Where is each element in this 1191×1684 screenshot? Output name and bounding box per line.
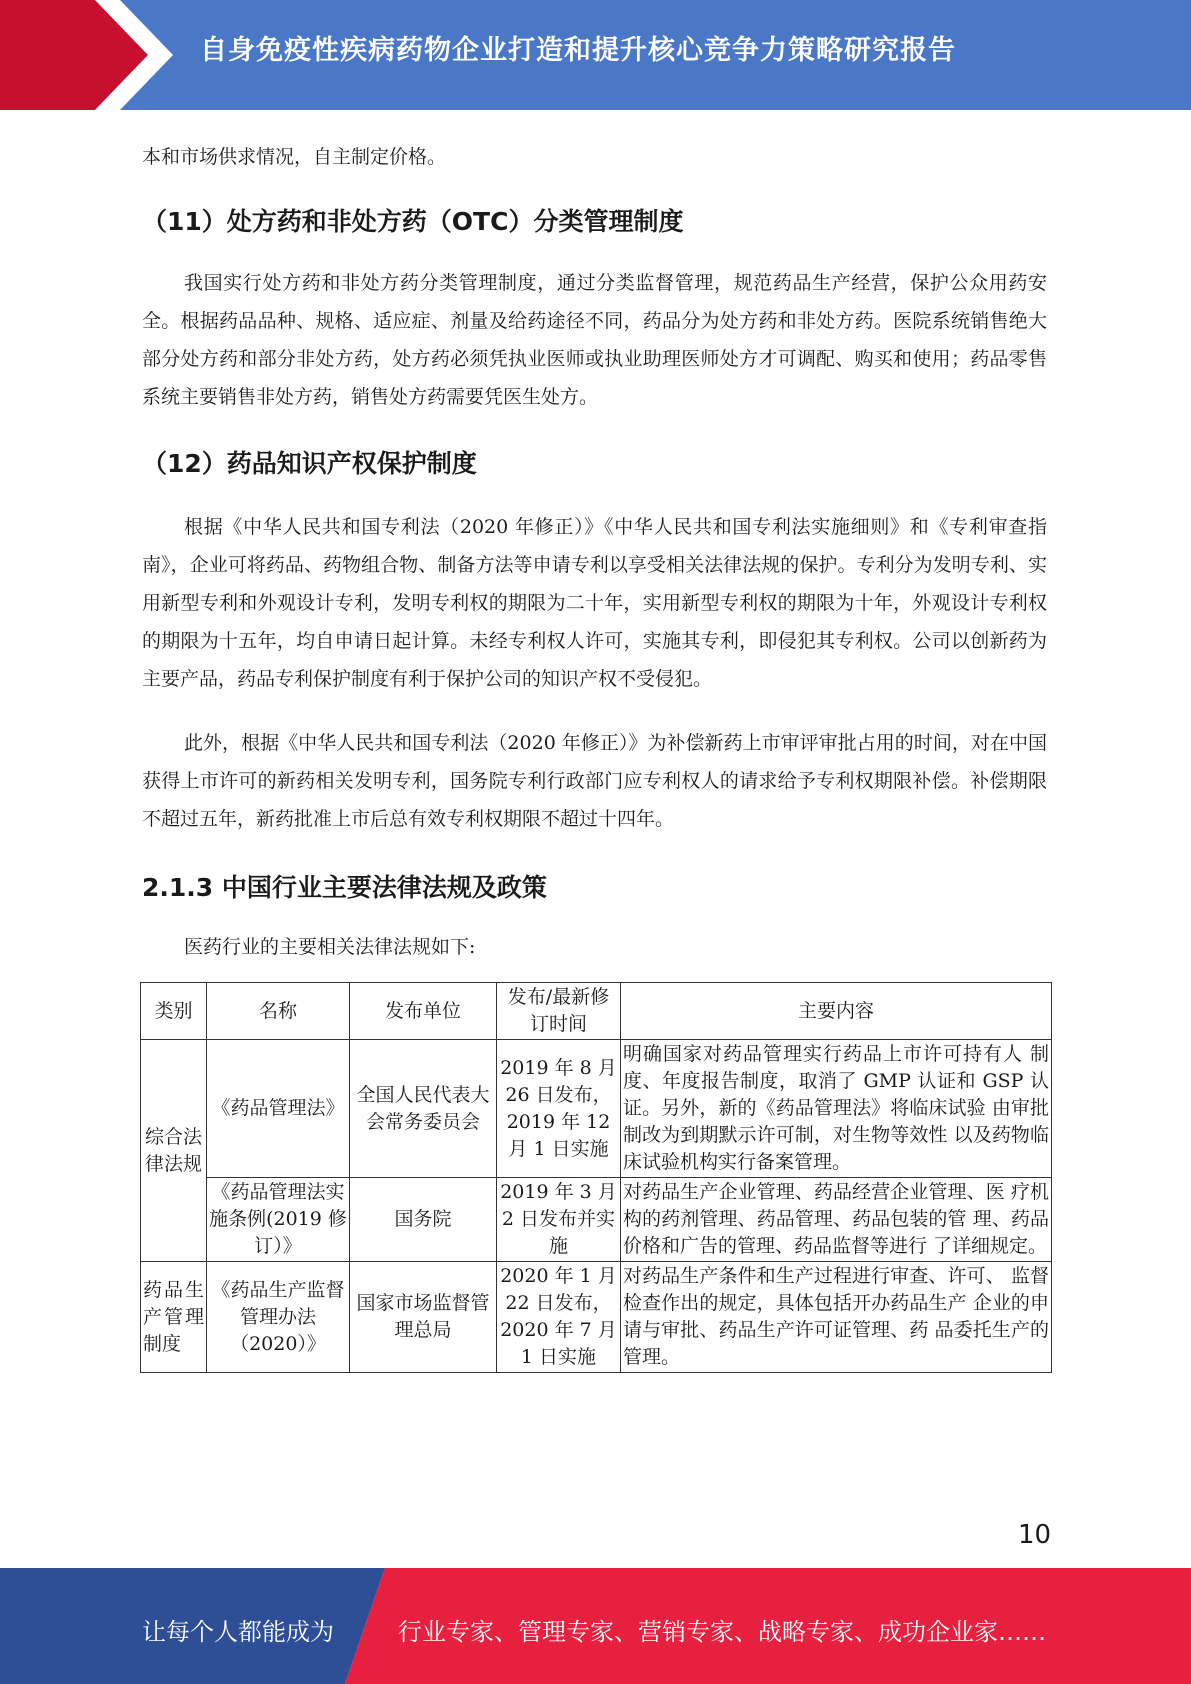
table-header-date: 发布/最新修订时间 xyxy=(497,983,621,1040)
section-12-heading: （12）药品知识产权保护制度 xyxy=(142,449,477,478)
table-cell-name: 《药品管理法》 xyxy=(207,1040,350,1178)
table-cell-name: 《药品生产监督管理办法（2020）》 xyxy=(207,1262,350,1373)
table-cell-issuer: 国家市场监督管理总局 xyxy=(350,1262,497,1373)
table-cell-date: 2019 年 3 月 2 日发布并实施 xyxy=(497,1178,621,1262)
table-row xyxy=(141,1040,1052,1178)
section-11-heading: （11）处方药和非处方药（OTC）分类管理制度 xyxy=(142,207,684,236)
footer-slogan-left: 让每个人都能成为 xyxy=(142,1618,334,1646)
table-cell-category: 药品生产管理制度 xyxy=(141,1262,207,1373)
page-header xyxy=(0,0,1191,110)
table-header-category: 类别 xyxy=(141,983,207,1040)
table-header-name: 名称 xyxy=(207,983,350,1040)
table-row xyxy=(141,1262,1052,1373)
table-header-content: 主要内容 xyxy=(621,983,1052,1040)
table-cell-content: 明确国家对药品管理实行药品上市许可持有人 制度、年度报告制度，取消了 GMP 认证和 GSP 认证。另外，新的《药品管理法》将临床试验 由审批制改为到期默示许可制，对生物等效性 以及药物临床试验机构实行备案管理。 xyxy=(621,1040,1052,1178)
section-2-1-3-heading: 2.1.3 中国行业主要法律法规及政策 xyxy=(142,873,547,902)
footer-slogan-right: 行业专家、管理专家、营销专家、战略专家、成功企业家…… xyxy=(398,1618,1046,1646)
section-11-paragraph: 我国实行处方药和非处方药分类管理制度，通过分类监督管理，规范药品生产经营，保护公众用药安全。根据药品品种、规格、适应症、剂量及给药途径不同，药品分为处方药和非处方药。医院系统销售绝大部分处方药和部分非处方药，处方药必须凭执业医师或执业助理医师处方才可调配、购买和使用；药品零售系统主要销售非处方药，销售处方药需要凭医生处方。 xyxy=(142,272,1047,408)
table-row xyxy=(141,1178,1052,1262)
page-number: 10 xyxy=(1018,1520,1052,1550)
intro-line: 本和市场供求情况，自主制定价格。 xyxy=(142,146,447,168)
laws-table xyxy=(140,982,1052,1373)
table-cell-content: 对药品生产条件和生产过程进行审查、许可、 监督检查作出的规定，具体包括开办药品生产 企业的申请与审批、药品生产许可证管理、药 品委托生产的管理。 xyxy=(621,1262,1052,1373)
section-2-1-3-lead: 医药行业的主要相关法律法规如下: xyxy=(184,936,476,958)
report-title: 自身免疫性疾病药物企业打造和提升核心竞争力策略研究报告 xyxy=(200,35,956,66)
section-12-paragraph-2: 此外，根据《中华人民共和国专利法（2020 年修正）》为补偿新药上市审评审批占用的时间，对在中国获得上市许可的新药相关发明专利，国务院专利行政部门应专利权人的请求给予专利权期限补偿。补偿期限不超过五年，新药批准上市后总有效专利权期限不超过十四年。 xyxy=(142,732,1047,830)
table-cell-date: 2019 年 8 月 26 日发布，2019 年 12 月 1 日实施 xyxy=(497,1040,621,1178)
table-cell-date: 2020 年 1 月 22 日发布，2020 年 7 月 1 日实施 xyxy=(497,1262,621,1373)
table-header-row xyxy=(141,983,1052,1040)
table-cell-category: 综合法律法规 xyxy=(141,1040,207,1262)
page-content xyxy=(142,110,1047,1373)
table-cell-name: 《药品管理法实施条例(2019 修订）》 xyxy=(207,1178,350,1262)
section-12-paragraph-1: 根据《中华人民共和国专利法（2020 年修正）》《中华人民共和国专利法实施细则》和《专利审查指南》，企业可将药品、药物组合物、制备方法等申请专利以享受相关法律法规的保护。专利分为发明专利、实用新型专利和外观设计专利，发明专利权的期限为二十年，实用新型专利权的期限为十年，外观设计专利权的期限为十五年，均自申请日起计算。未经专利权人许可，实施其专利，即侵犯其专利权。公司以创新药为主要产品，药品专利保护制度有利于保护公司的知识产权不受侵犯。 xyxy=(142,516,1047,690)
table-cell-issuer: 国务院 xyxy=(350,1178,497,1262)
table-cell-content: 对药品生产企业管理、药品经营企业管理、医 疗机构的药剂管理、药品管理、药品包装的管 理、药品价格和广告的管理、药品监督等进行 了详细规定。 xyxy=(621,1178,1052,1262)
table-cell-issuer: 全国人民代表大会常务委员会 xyxy=(350,1040,497,1178)
table-header-issuer: 发布单位 xyxy=(350,983,497,1040)
page-footer xyxy=(0,1568,1191,1684)
